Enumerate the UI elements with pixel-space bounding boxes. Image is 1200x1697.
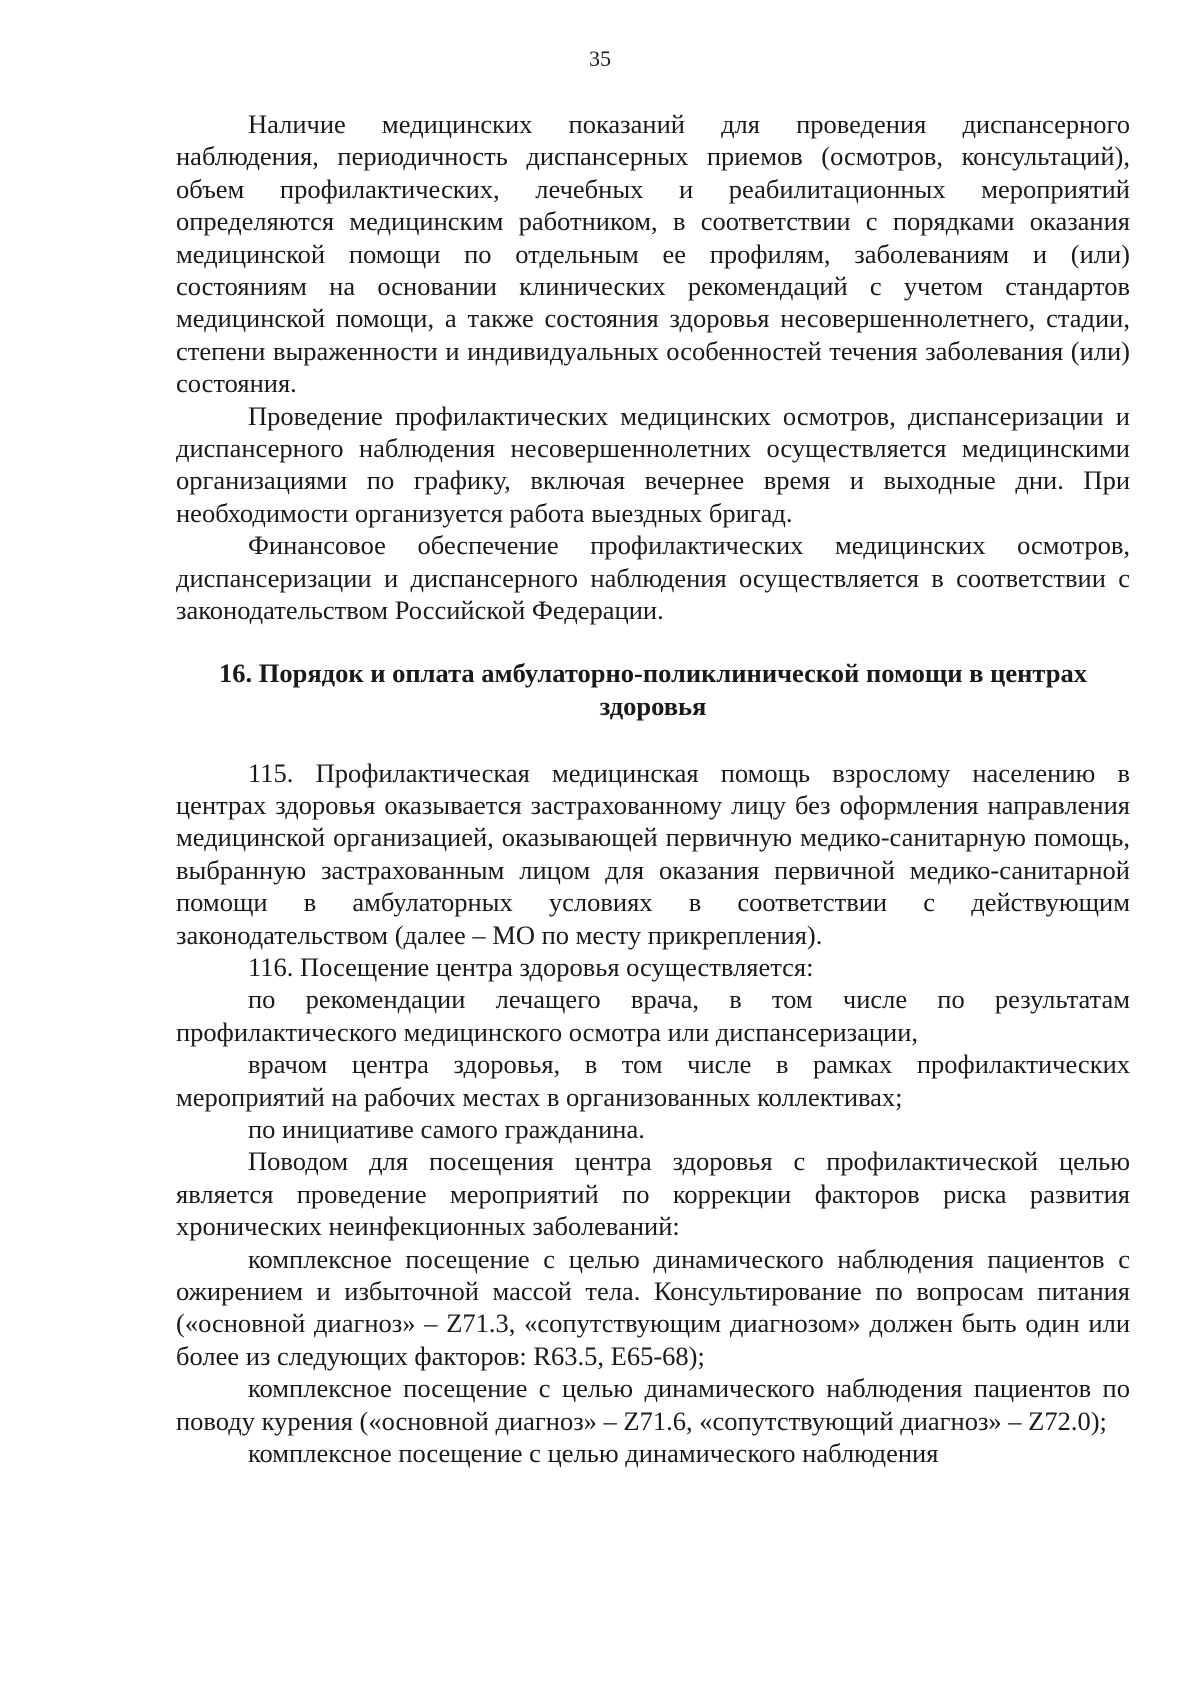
paragraph-financing: Финансовое обеспечение профилактических медицинских осмотров, диспансеризации и диспансерного наблюдения осуществляется в соответствии с законодательством Российской Федерации. bbox=[176, 530, 1130, 626]
paragraph-medical-indications: Наличие медицинских показаний для проведения диспансерного наблюдения, периодичность диспансерных приемов (осмотров, консультаций), объем профилактических, лечебных и реабилитационных мероприятий определяются медицинским работником, в соответствии с порядками оказания медицинской помощи по отдельным ее профилям, заболеваниям и (или) состояниям на основании клинических рекомендаций с учетом стандартов медицинской помощи, а также состояния здоровья несовершеннолетнего, стадии, степени выраженности и индивидуальных особенностей течения заболевания (или) состояния. bbox=[176, 109, 1130, 399]
section-heading bbox=[176, 657, 1130, 723]
page-number: 35 bbox=[589, 46, 611, 71]
list-item-doctor-recommendation: по рекомендации лечащего врача, в том числе по результатам профилактического медицинского осмотра или диспансеризации, bbox=[176, 984, 1130, 1047]
paragraph-116: 116. Посещение центра здоровья осуществляется: bbox=[248, 951, 814, 982]
section-heading-line-2: здоровья bbox=[599, 690, 707, 721]
section-heading-line-1: 16. Порядок и оплата амбулаторно-поликлинической помощи в центрах bbox=[218, 657, 1087, 688]
list-item-continued: комплексное посещение с целью динамического наблюдения bbox=[248, 1438, 939, 1469]
list-item-own-initiative: по инициативе самого гражданина. bbox=[248, 1113, 645, 1144]
list-item-health-center-doctor: врачом центра здоровья, в том числе в рамках профилактических мероприятий на рабочих местах в организованных коллективах; bbox=[176, 1049, 1130, 1112]
paragraph-115: 115. Профилактическая медицинская помощь взрослому населению в центрах здоровья оказывается застрахованному лицу без оформления направления медицинской организацией, оказывающей первичную медико-санитарную помощь, выбранную застрахованным лицом для оказания первичной медико-санитарной помощи в амбулаторных условиях в соответствии с действующим законодательством (далее – МО по месту прикрепления). bbox=[176, 757, 1130, 950]
paragraph-visit-reason: Поводом для посещения центра здоровья с профилактической целью является проведение мероприятий по коррекции факторов риска развития хронических неинфекционных заболеваний: bbox=[176, 1146, 1130, 1242]
list-item-obesity: комплексное посещение с целью динамического наблюдения пациентов с ожирением и избыточной массой тела. Консультирование по вопросам питания («основной диагноз» – Z71.3, «сопутствующим диагнозом» должен быть один или более из следующих факторов: R63.5, E65-68); bbox=[176, 1243, 1130, 1371]
paragraph-examinations-schedule: Проведение профилактических медицинских осмотров, диспансеризации и диспансерного наблюдения несовершеннолетних осуществляется медицинскими организациями по графику, включая вечернее время и выходные дни. При необходимости организуется работа выездных бригад. bbox=[176, 400, 1130, 528]
document-body bbox=[176, 108, 1130, 1469]
list-item-smoking: комплексное посещение с целью динамического наблюдения пациентов по поводу курения («основной диагноз» – Z71.6, «сопутствующий диагноз» – Z72.0); bbox=[176, 1373, 1130, 1436]
